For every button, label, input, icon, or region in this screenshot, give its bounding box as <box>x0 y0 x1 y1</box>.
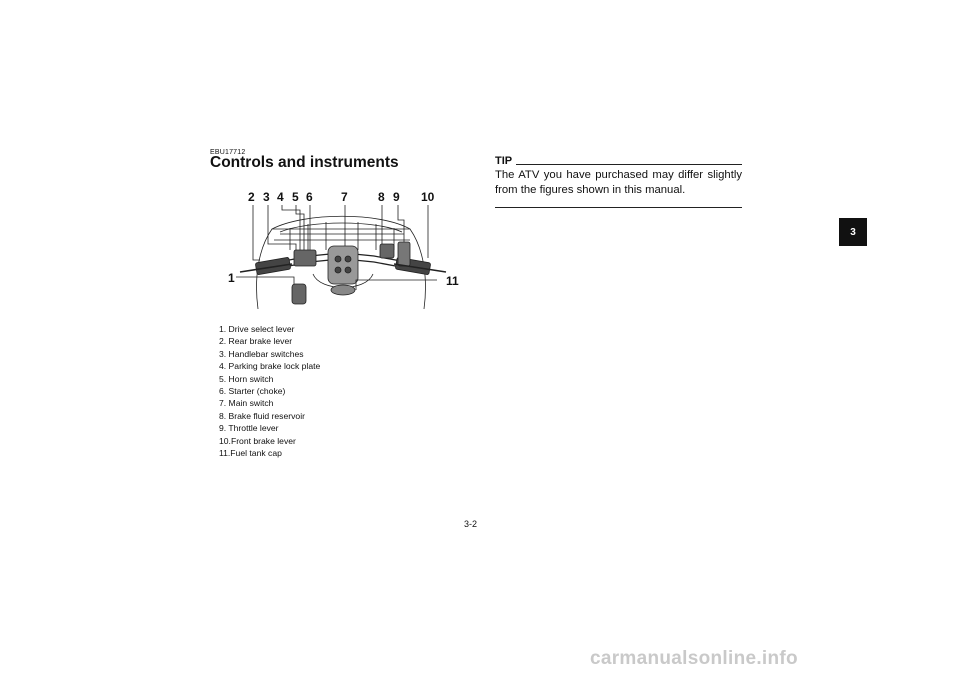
callout-5: 5 <box>292 190 299 204</box>
tip-divider <box>516 164 742 165</box>
callout-4: 4 <box>277 190 284 204</box>
callout-1: 1 <box>228 271 235 285</box>
tip-header <box>495 155 742 167</box>
tip-bottom-divider <box>495 207 742 208</box>
tip-box <box>495 155 742 208</box>
chapter-tab: 3 <box>839 218 867 246</box>
tip-text: The ATV you have purchased may differ slightly from the figures shown in this manual. <box>495 169 742 196</box>
callout-6: 6 <box>306 190 313 204</box>
legend-item: 1. Drive select lever <box>219 324 295 334</box>
callout-8: 8 <box>378 190 385 204</box>
callout-2: 2 <box>248 190 255 204</box>
legend-item: 5. Horn switch <box>219 373 274 384</box>
watermark: carmanualsonline.info <box>590 648 798 669</box>
handlebar-illustration <box>210 184 472 314</box>
legend-item: 9. Throttle lever <box>219 423 279 434</box>
tip-label: TIP <box>495 155 513 167</box>
callout-11: 11 <box>446 274 459 288</box>
legend-item: 7. Main switch <box>219 398 274 409</box>
page-number: 3-2 <box>464 519 478 529</box>
callout-3: 3 <box>263 190 270 204</box>
legend-item: 10.Front brake lever <box>219 435 296 446</box>
legend-item: 3. Handlebar switches <box>219 348 304 359</box>
section-code: EBU17712 <box>210 149 246 156</box>
callout-7: 7 <box>341 190 348 204</box>
callout-10: 10 <box>421 190 435 204</box>
legend-item: 6. Starter (choke) <box>219 386 286 397</box>
figure-legend <box>219 323 320 459</box>
legend-item: 2. Rear brake lever <box>219 336 293 347</box>
legend-item: 4. Parking brake lock plate <box>219 361 321 372</box>
legend-item: 11.Fuel tank cap <box>219 448 282 459</box>
callout-9: 9 <box>393 190 400 204</box>
handlebar-figure <box>210 184 472 314</box>
legend-item: 8. Brake fluid reservoir <box>219 410 305 421</box>
page-title: Controls and instruments <box>210 154 399 171</box>
